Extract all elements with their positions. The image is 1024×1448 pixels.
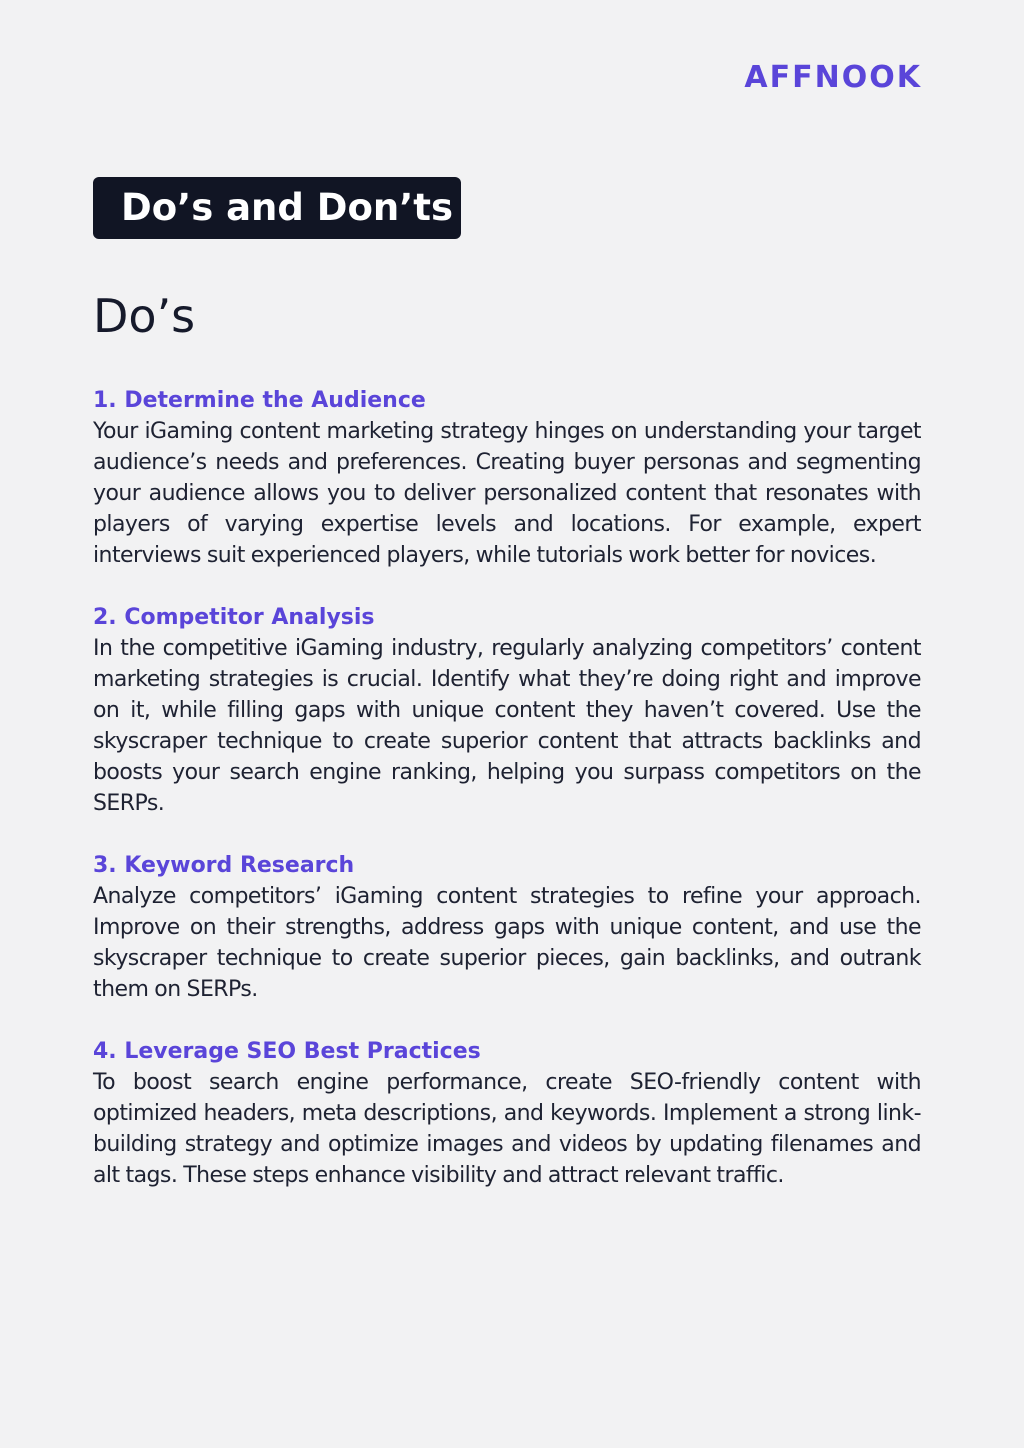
section-keyword-research	[93, 850, 921, 1005]
section-body: In the competitive iGaming industry, regularly analyzing competitors’ content marketing strategies is crucial. Identify what they’re doing right and improve on it, while filling gaps with unique content they haven’t covered. Use the skyscraper technique to create superior content that attracts backlinks and boosts your search engine ranking, helping you surpass competitors on the SERPs.	[93, 636, 921, 816]
section-title: 4. Leverage SEO Best Practices	[93, 1039, 481, 1064]
section-seo-best-practices	[93, 1036, 921, 1191]
section-body: To boost search engine performance, create SEO-friendly content with optimized headers, meta descriptions, and keywords. Implement a strong link-building strategy and optimize images and videos by updating filenames and alt tags. These steps enhance visibility and attract relevant traffic.	[93, 1070, 921, 1188]
section-title: 3. Keyword Research	[93, 853, 355, 878]
section-title: 1. Determine the Audience	[93, 388, 426, 413]
section-audience	[93, 385, 921, 571]
content-list	[93, 385, 921, 1222]
section-title: 2. Competitor Analysis	[93, 605, 375, 630]
section-competitor-analysis	[93, 602, 921, 819]
section-body: Your iGaming content marketing strategy hinges on understanding your target audience’s needs and preferences. Creating buyer personas and segmenting your audience allows you to deliver personalized content that resonates with players of varying expertise levels and locations. For example, expert interviews suit experienced players, while tutorials work better for novices.	[93, 419, 921, 568]
section-body: Analyze competitors’ iGaming content strategies to refine your approach. Improve on their strengths, address gaps with unique content, and use the skyscraper technique to create superior pieces, gain backlinks, and outrank them on SERPs.	[93, 884, 921, 1002]
brand-logo: AFFNOOK	[744, 60, 922, 95]
section-heading: Do’s	[93, 289, 196, 343]
title-badge: Do’s and Don’ts	[93, 177, 461, 239]
